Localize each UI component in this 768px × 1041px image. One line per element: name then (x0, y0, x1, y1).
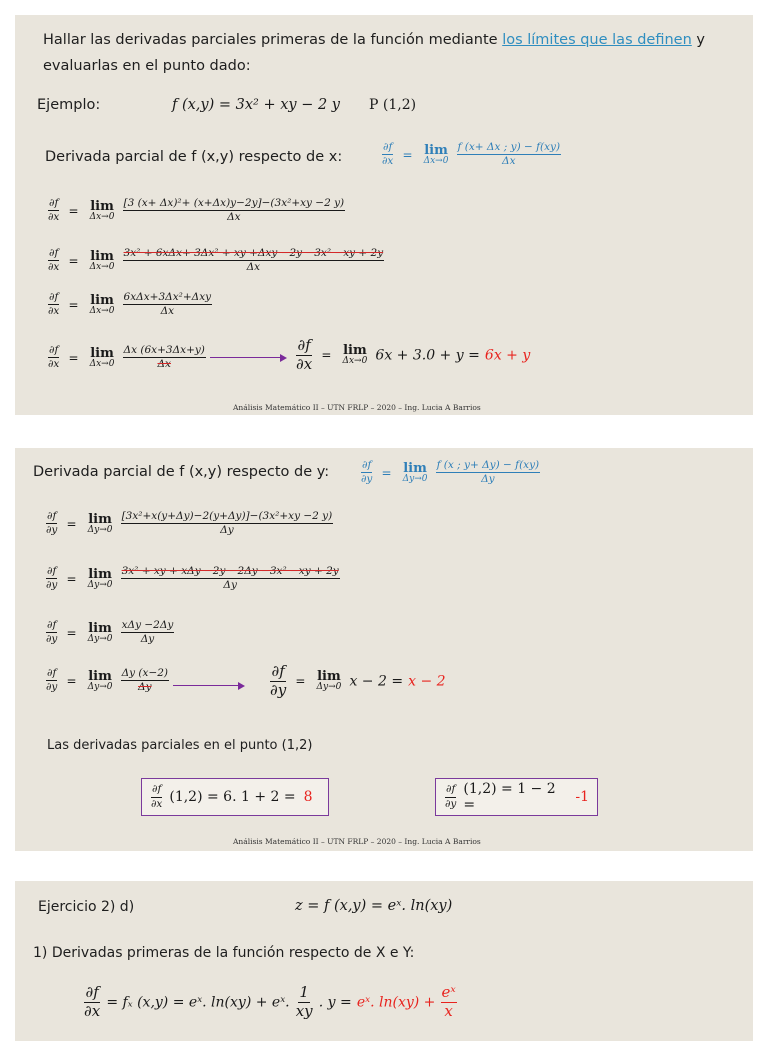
deriv-y-label: Derivada parcial de f (x,y) respecto de y: (33, 464, 330, 480)
result-y: $\frac{\partial f}{\partial y}$ = lim Δy→0 x − 2 = x − 2 (270, 662, 446, 699)
intro-text (43, 32, 705, 48)
result-y-value: x − 2 (408, 673, 446, 690)
step4-y-prefix: $\frac{\partial f}{\partial y}$ = lim Δy→0 $\frac{\Delta y (x-2)}{\Delta y}$ (46, 667, 169, 694)
intro-line2: evaluarlas en el punto dado: (43, 58, 251, 74)
result-box-y: $\frac{\partial f}{\partial y}$ (1,2) = 1 − 2 = -1 (435, 778, 598, 816)
exercise-label: Ejercicio 2) d) (38, 899, 135, 915)
step2-y: $\frac{\partial f}{\partial y}$ = lim Δy→0 $\frac{\text{3x² + xy + xΔy −2y −2Δy −3x² −xy + 2y}}{\Delta y}$ (46, 565, 339, 592)
definition-y: $\frac{\partial f}{\partial y}$ = lim Δy→0 $\frac{f (x ; y+ \Delta y) - f(xy)}{\Delta y}$ (361, 459, 540, 486)
box-y-value: -1 (575, 789, 589, 805)
example-label: Ejemplo: (37, 97, 101, 113)
fx-equation: $\frac{\partial f}{\partial x}$ = fₓ (x,y) = eˣ. ln(xy) + eˣ. $\frac{1}{xy}$ . y = eˣ. ln(xy) + $\frac{\text{eˣ}}{x}$ (84, 983, 456, 1020)
result-box-x: $\frac{\partial f}{\partial x}$ (1,2) = 6. 1 + 2 = 8 (141, 778, 329, 816)
definition-x: $\frac{\partial f}{\partial x}$ = lim Δx→0 $\frac{f (x+ \Delta x ; y) - f(xy)}{\Delta x}$ (382, 141, 561, 168)
limits-link[interactable]: los límites que las definen (502, 32, 692, 48)
deriv-x-label: Derivada parcial de f (x,y) respecto de x: (45, 149, 343, 165)
result-x-value: 6x + y (484, 347, 531, 364)
intro-line1-end: y (696, 32, 705, 48)
step3-y: $\frac{\partial f}{\partial y}$ = lim Δy→0 $\frac{\text{xΔy −2Δy}}{\Delta y}$ (46, 619, 174, 646)
slide-partial-y (15, 448, 753, 851)
step2-x: $\frac{\partial f}{\partial x}$ = lim Δx→0 $\frac{\text{3x² + 6xΔx+ 3Δx² + xy +Δxy −2y −3x² −xy + 2y}}{\Delta x}$ (48, 247, 384, 274)
example-function: f (x,y) = 3x² + xy − 2 y (172, 97, 340, 113)
intro-line1: Hallar las derivadas parciales primeras de la función mediante (43, 32, 498, 48)
box-x-value: 8 (303, 789, 313, 805)
arrow-icon (173, 685, 243, 686)
result-x: $\frac{\partial f}{\partial x}$ = lim Δx→0 6x + 3.0 + y = 6x + y (296, 336, 531, 373)
definition-x-fraction: $\frac{f (x+ \Delta x ; y) - f(xy)}{\Delta x}$ (457, 141, 561, 168)
step3-x: $\frac{\partial f}{\partial x}$ = lim Δx→0 $\frac{\text{6xΔx+3Δx²+Δxy}}{\Delta x}$ (48, 291, 212, 318)
partial-fraction: $\frac{\partial f}{\partial x}$ (382, 141, 394, 168)
footer: Análisis Matemático II – UTN FRLP – 2020 – Ing. Lucia A Barrios (233, 403, 481, 412)
step4-x: $\frac{\partial f}{\partial x}$ = lim Δx→0 $\frac{\Delta x (6x+3\Delta x+y)}{\Delta x}$ (48, 344, 205, 371)
step-label: 1) Derivadas primeras de la función respecto de X e Y: (33, 945, 415, 961)
footer: Análisis Matemático II – UTN FRLP – 2020 – Ing. Lucia A Barrios (233, 837, 481, 846)
step1-x: $\frac{\partial f}{\partial x}$ = lim Δx→0 $\frac{\text{[3 (x+ Δx)²+ (x+Δx)y−2y]−(3x²+xy −2 y)}}{\Delta x}$ (48, 197, 345, 224)
step1-y: $\frac{\partial f}{\partial y}$ = lim Δy→0 $\frac{\text{[3x²+x(y+Δy)−2(y+Δy)]−(3x²+xy −2 y)}}{\Delta y}$ (46, 510, 333, 537)
arrow-icon (210, 357, 285, 358)
example-point: P (1,2) (369, 97, 417, 113)
slide-exercise (15, 881, 753, 1041)
fx-result: eˣ. ln(xy) + (356, 994, 436, 1011)
point-label: Las derivadas parciales en el punto (1,2) (47, 738, 313, 753)
exercise-function: z = f (x,y) = eˣ. ln(xy) (295, 898, 453, 914)
slide-partial-x (15, 15, 753, 415)
